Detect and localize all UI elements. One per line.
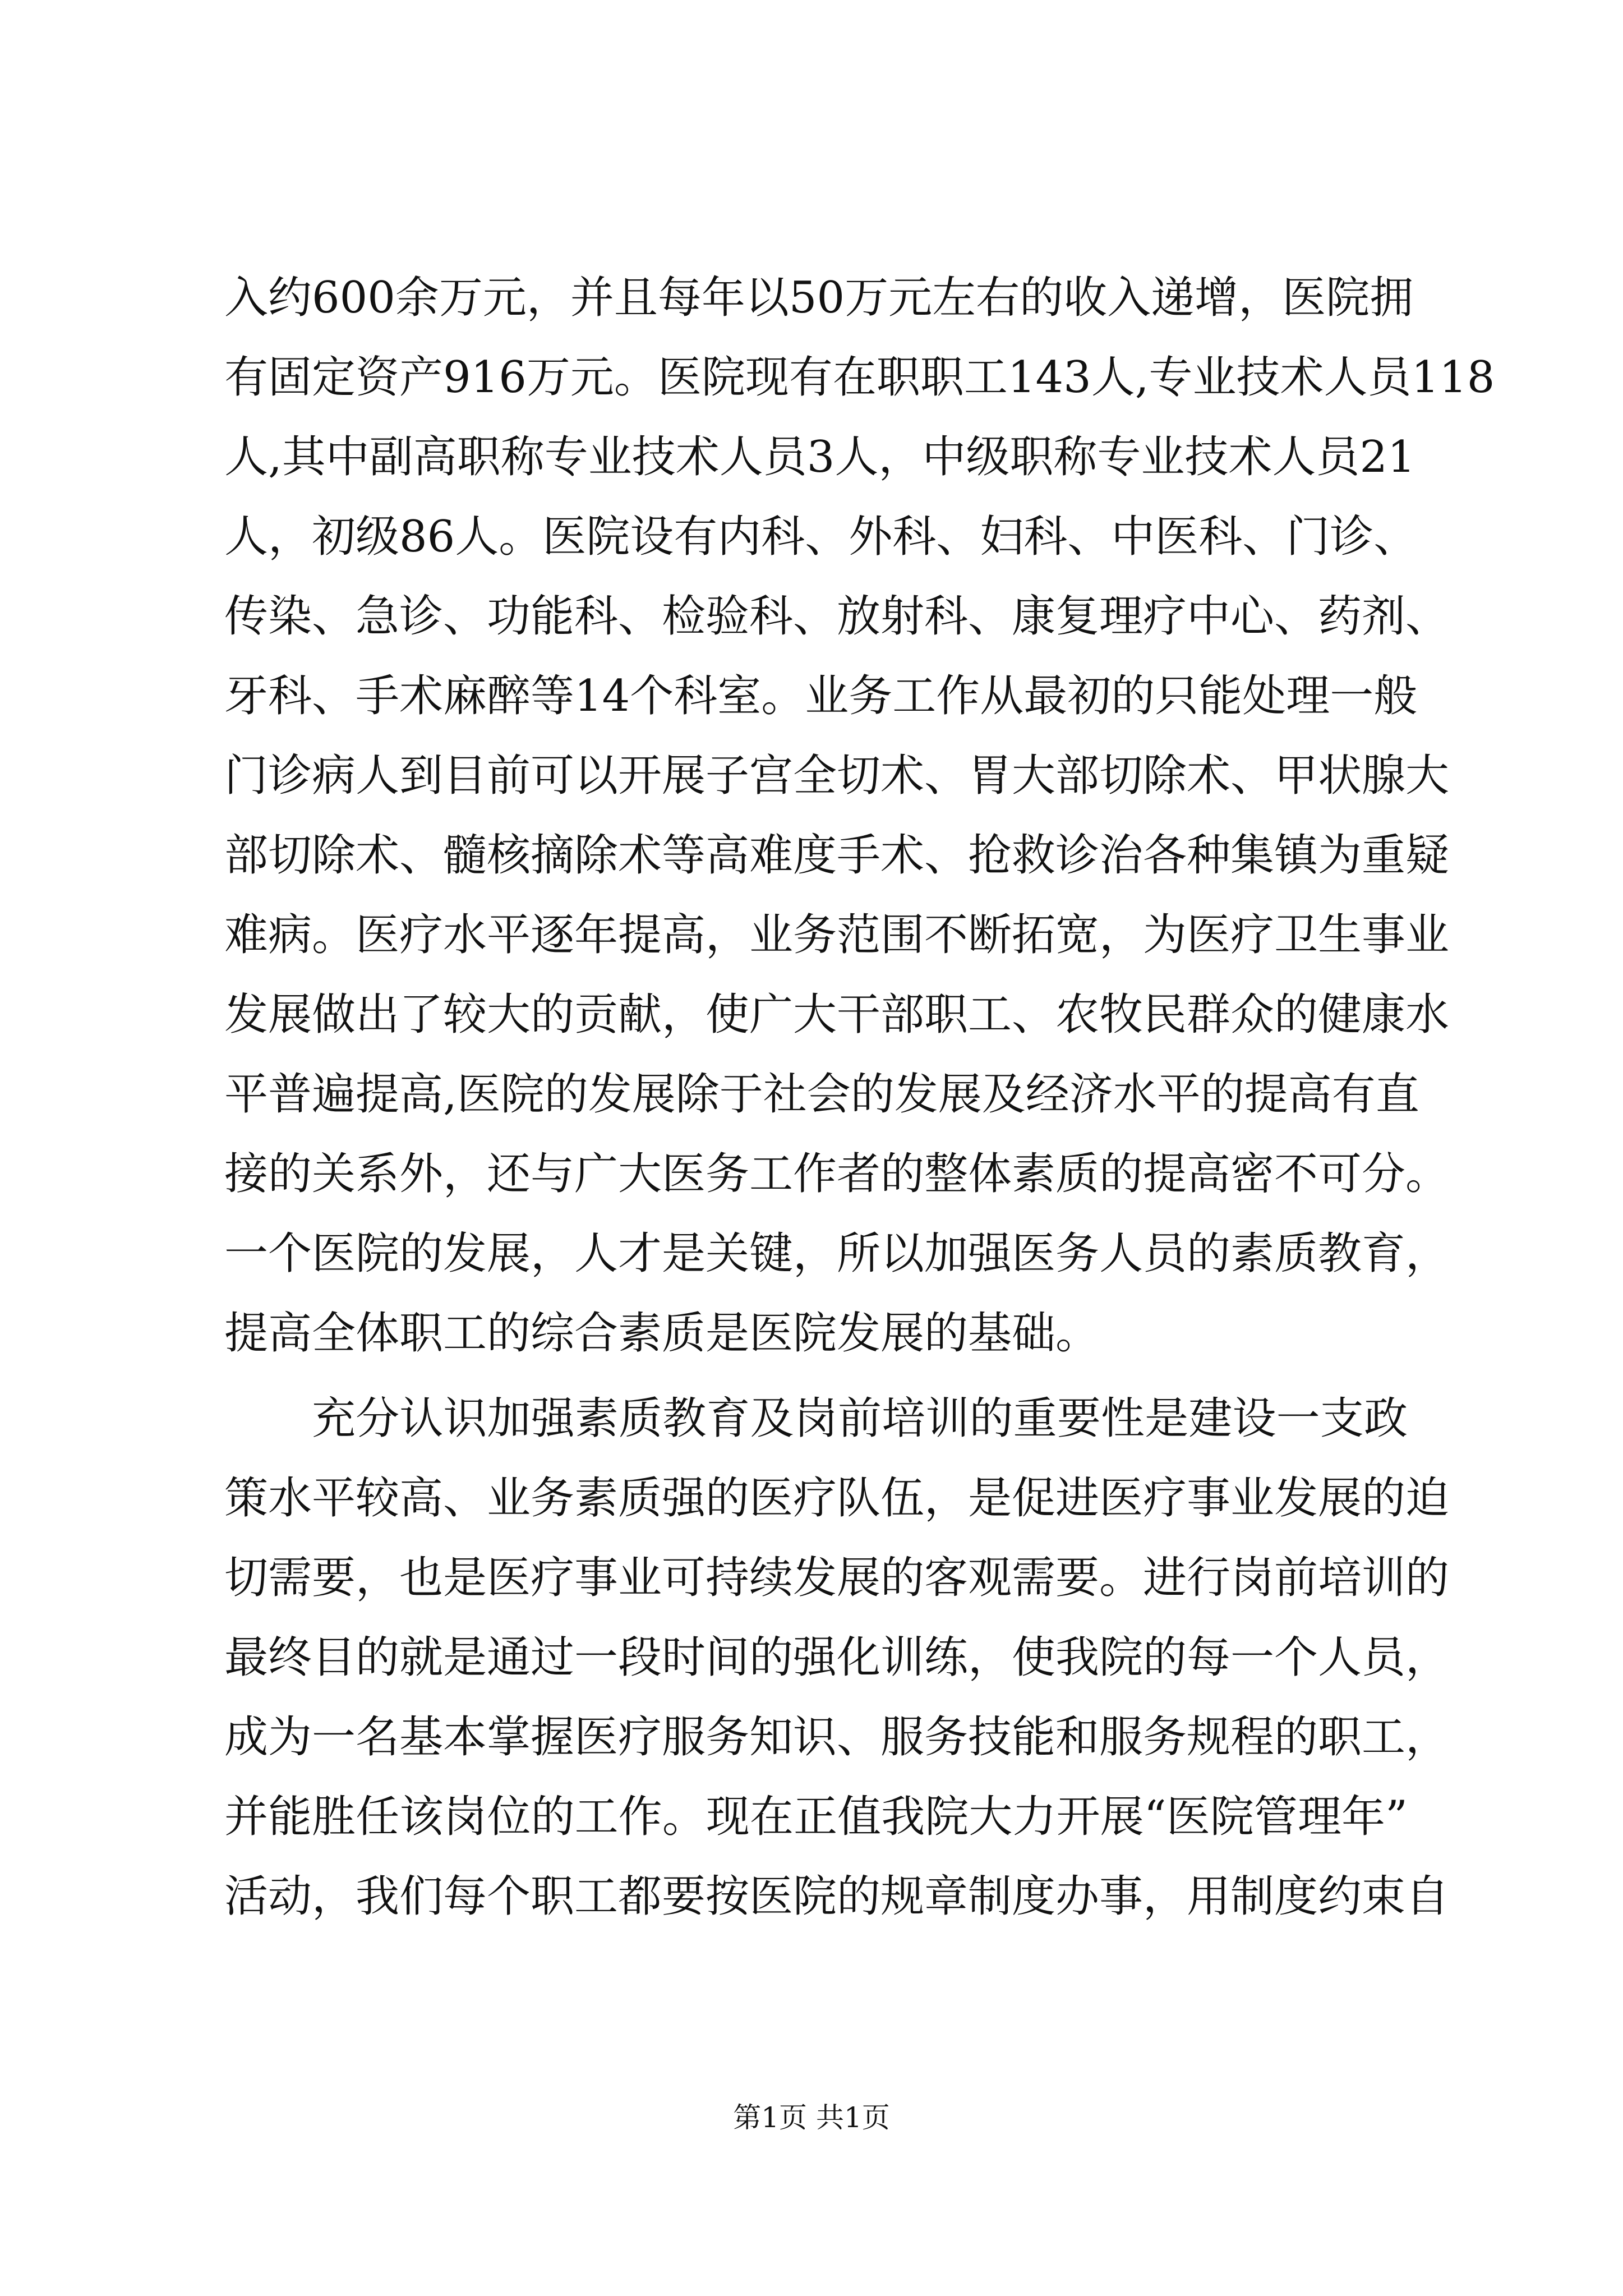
text-line: 牙科、手术麻醉等14个科室。业务工作从最初的只能处理一般 [224, 671, 1418, 721]
text-line: 接的关系外，还与广大医务工作者的整体素质的提高密不可分。 [224, 1149, 1450, 1199]
text-line: 并能胜任该岗位的工作。现在正值我院大力开展“医院管理年” [224, 1792, 1408, 1842]
text-line: 门诊病人到目前可以开展子宫全切术、胃大部切除术、甲状腺大 [224, 751, 1450, 801]
text-line: 传染、急诊、功能科、检验科、放射科、康复理疗中心、药剂、 [224, 591, 1450, 642]
text-line: 发展做出了较大的贡献，使广大干部职工、农牧民群众的健康水 [224, 990, 1450, 1040]
text-line: 提高全体职工的综合素质是医院发展的基础。 [224, 1308, 1100, 1359]
text-line: 充分认识加强素质教育及岗前培训的重要性是建设一支政 [312, 1393, 1408, 1444]
text-line: 一个医院的发展，人才是关键，所以加强医务人员的素质教育， [224, 1228, 1450, 1279]
text-line: 活动，我们每个职工都要按医院的规章制度办事，用制度约束自 [224, 1871, 1450, 1922]
text-line: 平普遍提高,医院的发展除于社会的发展及经济水平的提高有直 [224, 1069, 1419, 1120]
page-footer [0, 2098, 1623, 2137]
paragraph-gap [224, 1373, 1408, 1379]
text-line: 入约600余万元，并且每年以50万元左右的收入递增，医院拥 [224, 273, 1414, 323]
text-line: 策水平较高、业务素质强的医疗队伍，是促进医疗事业发展的迫 [224, 1473, 1450, 1524]
text-line: 难病。医疗水平逐年提高，业务范围不断拓宽，为医疗卫生事业 [224, 910, 1450, 960]
text-line: 部切除术、髓核摘除术等高难度手术、抢救诊治各种集镇为重疑 [224, 830, 1450, 881]
text-line: 人,其中副高职称专业技术人员3人，中级职称专业技术人员21 [224, 432, 1415, 482]
page-number-label: 第1页 共1页 [733, 2101, 890, 2134]
text-line: 切需要，也是医疗事业可持续发展的客观需要。进行岗前培训的 [224, 1553, 1450, 1603]
text-line: 有固定资产916万元。医院现有在职职工143人,专业技术人员118 [224, 352, 1495, 403]
document-body [224, 258, 1495, 1936]
paragraph-2 [224, 1379, 1450, 1936]
text-line: 人，初级86人。医院设有内科、外科、妇科、中医科、门诊、 [224, 512, 1418, 562]
text-line: 最终目的就是通过一段时间的强化训练，使我院的每一个人员， [224, 1632, 1450, 1683]
text-line: 成为一名基本掌握医疗服务知识、服务技能和服务规程的职工， [224, 1712, 1450, 1763]
paragraph-1 [224, 258, 1495, 1373]
